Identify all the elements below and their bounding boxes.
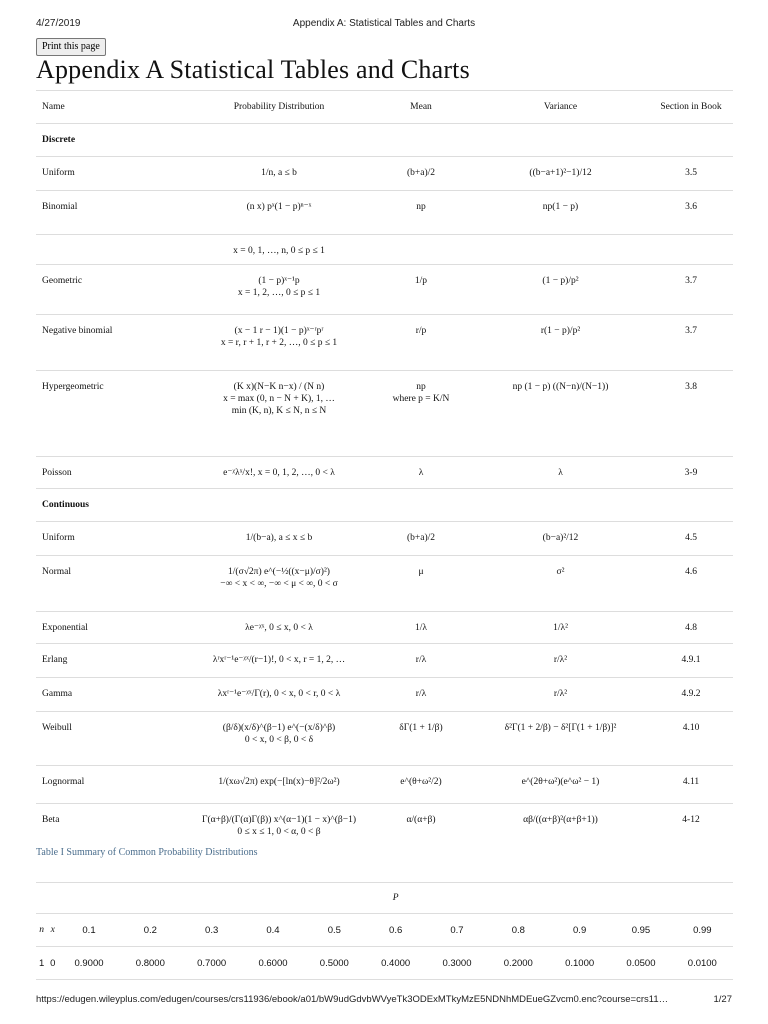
cell-content (655, 712, 727, 734)
cell-name (36, 678, 188, 712)
p-value-header: 0.1 (58, 914, 119, 947)
cell-text-var: 1/λ² (553, 623, 568, 633)
cell-sec (649, 522, 733, 556)
group-label-discrete: Discrete (36, 124, 733, 157)
distribution-row (36, 371, 733, 457)
cell-text-mean: 1/λ (415, 623, 427, 633)
cell-sec (649, 371, 733, 457)
cell-text-var: ((b−a+1)²−1)/12 (529, 168, 592, 178)
cell-text-mean: λ (418, 468, 424, 478)
p-label: P (58, 883, 733, 914)
cell-content (194, 712, 364, 746)
cell-mean (370, 766, 472, 804)
probability-cell: 0.4000 (365, 947, 426, 980)
probability-cell: 0.0100 (672, 947, 733, 980)
cell-prob (188, 157, 370, 191)
cell-content (376, 556, 466, 578)
cell-mean (370, 315, 472, 371)
cell-text-var: np (1 − p) ((N−n)/(N−1)) (512, 382, 609, 392)
distribution-row (36, 556, 733, 612)
cell-text-prob2: 0 ≤ x ≤ 1, 0 < α, 0 < β (237, 827, 321, 837)
cell-content (42, 612, 182, 634)
cell-text-prob: λe⁻ᵡˣ, 0 ≤ x, 0 < λ (245, 623, 313, 633)
cell-prob (188, 191, 370, 235)
table-bottom-rule (36, 980, 733, 991)
cell-content (655, 457, 727, 479)
cell-sec (649, 766, 733, 804)
cell-sec (649, 191, 733, 235)
cell-content (194, 315, 364, 349)
cell-text-sec: 3-9 (684, 468, 698, 478)
cell-content (655, 235, 727, 245)
cell-content (376, 315, 466, 337)
group-row-discrete (36, 124, 733, 157)
spacer (36, 883, 58, 914)
cell-text-sec: 3.7 (685, 326, 697, 336)
distribution-row (36, 612, 733, 644)
cell-name (36, 457, 188, 489)
cell-content (478, 265, 643, 287)
cell-prob (188, 678, 370, 712)
cell-text-name: Hypergeometric (42, 382, 104, 392)
group-row-continuous (36, 489, 733, 522)
cell-text-name: Erlang (42, 655, 68, 665)
cell-content (376, 612, 466, 634)
cell-content (376, 371, 466, 405)
cell-text-mean: np (416, 382, 426, 392)
cell-text-mean: μ (418, 567, 424, 577)
cell-text-mean: δΓ(1 + 1/β) (399, 723, 443, 733)
header-x_label: x (47, 914, 58, 947)
probability-cell: 0.5000 (304, 947, 365, 980)
cell-text-var: (1 − p)/p² (542, 276, 579, 286)
cell-mean (370, 644, 472, 678)
cell-mean (370, 556, 472, 612)
distribution-row (36, 457, 733, 489)
p-value-header: 0.7 (426, 914, 487, 947)
cell-content (42, 457, 182, 479)
cell-text-prob2: x = 1, 2, …, 0 ≤ p ≤ 1 (237, 288, 321, 298)
cell-text-sec: 4.6 (685, 567, 697, 577)
cell-text-sec: 4.9.2 (681, 689, 701, 699)
cell-text-mean: (b+a)/2 (406, 168, 436, 178)
col-header-section: Section in Book (649, 91, 733, 124)
cell-text-prob: λʳxʳ⁻¹e⁻ᵡˣ/(r−1)!, 0 < x, r = 1, 2, … (212, 655, 346, 665)
p-value-header: 0.4 (242, 914, 303, 947)
cell-text-var: r/λ² (553, 655, 568, 665)
cell-mean (370, 804, 472, 848)
cell-text-name: Lognormal (42, 777, 85, 787)
cell-prob (188, 712, 370, 766)
distribution-row (36, 712, 733, 766)
cell-text-mean: r/λ (415, 655, 427, 665)
page-number: 1/27 (713, 994, 732, 1005)
cell-text-name: Binomial (42, 202, 78, 212)
cell-name (36, 556, 188, 612)
cell-text-prob: x = 0, 1, …, n, 0 ≤ p ≤ 1 (233, 246, 325, 256)
cell-var (472, 457, 649, 489)
cell-content (655, 371, 727, 393)
cell-text-var: δ²Γ(1 + 2/β) − δ²[Γ(1 + 1/β)]² (504, 723, 617, 733)
cell-name (36, 191, 188, 235)
cell-name (36, 371, 188, 457)
cell-sec (649, 265, 733, 315)
cell-text-name: Gamma (42, 689, 73, 699)
cell-var (472, 235, 649, 265)
cell-text-mean: e^(θ+ω²/2) (400, 777, 442, 787)
cell-text-var: σ² (556, 567, 565, 577)
cell-content (42, 804, 182, 826)
cell-prob (188, 235, 370, 265)
cell-sec (649, 556, 733, 612)
cell-text-name: Uniform (42, 533, 75, 543)
col-header-variance: Variance (472, 91, 649, 124)
distribution-row (36, 522, 733, 556)
cell-sec (649, 612, 733, 644)
cell-sec (649, 678, 733, 712)
cell-content (194, 804, 364, 838)
cell-text-sec: 4-12 (682, 815, 700, 825)
p-value-header: 0.9 (549, 914, 610, 947)
p-value-header: 0.8 (488, 914, 549, 947)
cell-name (36, 766, 188, 804)
cell-content (42, 157, 182, 179)
cell-text-prob: 1/n, a ≤ b (261, 168, 297, 178)
cell-content (194, 265, 364, 299)
table-header-row (36, 91, 733, 124)
distribution-row (36, 235, 733, 265)
cell-content (655, 191, 727, 213)
cell-content (478, 712, 643, 734)
cell-content (478, 157, 643, 179)
cell-content (42, 265, 182, 287)
cell-prob (188, 522, 370, 556)
cell-text-prob: (K x)(N−K n−x) / (N n) (233, 382, 325, 392)
cell-content (376, 766, 466, 788)
cell-text-prob2: x = max (0, n − N + K), 1, … (223, 394, 335, 404)
cell-name (36, 612, 188, 644)
cell-content (42, 556, 182, 578)
cell-content (42, 191, 182, 213)
cell-text-mean: α/(α+β) (406, 815, 436, 825)
probability-cell: 0.7000 (181, 947, 242, 980)
p-value-header: 0.3 (181, 914, 242, 947)
cell-content (655, 315, 727, 337)
cell-text-prob2: 0 < x, 0 < β, 0 < δ (244, 735, 314, 745)
probability-cell: 0.3000 (426, 947, 487, 980)
cell-content (478, 556, 643, 578)
table-row (36, 947, 733, 980)
cell-mean (370, 191, 472, 235)
cell-mean (370, 712, 472, 766)
cell-text-name: Poisson (42, 468, 72, 478)
distribution-row (36, 644, 733, 678)
cell-content (194, 612, 364, 634)
cell-name (36, 712, 188, 766)
cell-text-mean: 1/p (414, 276, 428, 286)
cell-content (655, 644, 727, 666)
cell-name (36, 157, 188, 191)
cell-prob (188, 612, 370, 644)
cell-content (376, 678, 466, 700)
cell-text-prob: (n x) pˣ(1 − p)ⁿ⁻ˣ (246, 202, 312, 212)
cell-content (655, 157, 727, 179)
cell-name (36, 804, 188, 848)
cell-content (478, 644, 643, 666)
cell-text-prob: 1/(b−a), a ≤ x ≤ b (245, 533, 313, 543)
cell-content (376, 235, 466, 245)
cell-var (472, 556, 649, 612)
cell-prob (188, 371, 370, 457)
cell-content (376, 191, 466, 213)
cell-var (472, 678, 649, 712)
cell-content (194, 678, 364, 700)
cell-content (42, 371, 182, 393)
cell-sec (649, 804, 733, 848)
cell-sec (649, 712, 733, 766)
cell-var (472, 315, 649, 371)
cell-var (472, 522, 649, 556)
cumulative-binomial-table (36, 882, 733, 990)
cell-prob (188, 265, 370, 315)
cell-name (36, 644, 188, 678)
cell-mean (370, 522, 472, 556)
cell-text-prob: 1/(xω√2π) exp(−[ln(x)−θ]²/2ω²) (218, 777, 340, 787)
distribution-row (36, 804, 733, 848)
cell-text-name: Geometric (42, 276, 83, 286)
cell-text-sec: 4.10 (682, 723, 700, 733)
p-value-header: 0.99 (672, 914, 733, 947)
cell-sec (649, 157, 733, 191)
cell-content (478, 612, 643, 634)
cell-var (472, 371, 649, 457)
cell-mean (370, 265, 472, 315)
cell-var (472, 157, 649, 191)
cell-content (194, 644, 364, 666)
cell-content (42, 644, 182, 666)
cell-content (194, 522, 364, 544)
cell-text-prob2: −∞ < x < ∞, −∞ < μ < ∞, 0 < σ (220, 579, 338, 589)
cell-var (472, 265, 649, 315)
p-label-row (36, 883, 733, 914)
cell-content (478, 315, 643, 337)
col-header-probability: Probability Distribution (188, 91, 370, 124)
cell-prob (188, 804, 370, 848)
cell-content (655, 612, 727, 634)
cell-text-mean: (b+a)/2 (406, 533, 436, 543)
cell-text-name: Beta (42, 815, 60, 825)
cell-content (194, 191, 364, 213)
cell-content (42, 678, 182, 700)
cell-sec (649, 235, 733, 265)
distribution-summary-table (36, 90, 733, 848)
rule-cell (36, 980, 733, 991)
probability-cell: 0.6000 (242, 947, 303, 980)
cell-content (194, 766, 364, 788)
probability-cell: 0.1000 (549, 947, 610, 980)
col-header-mean: Mean (370, 91, 472, 124)
cell-content (376, 644, 466, 666)
cell-text-var: αβ/((α+β)²(α+β+1)) (523, 815, 598, 825)
cell-text-prob: (1 − p)ˣ⁻¹p (258, 276, 300, 286)
distribution-row (36, 191, 733, 235)
cell-content (655, 766, 727, 788)
cell-text-var: r(1 − p)/p² (540, 326, 581, 336)
cell-x: 0 (47, 947, 58, 980)
cell-name (36, 522, 188, 556)
cell-mean (370, 157, 472, 191)
cell-content (376, 804, 466, 826)
cell-text-sec: 4.8 (685, 623, 697, 633)
cell-content (655, 265, 727, 287)
cell-text-prob: λxʳ⁻¹e⁻ᵡˣ/Γ(r), 0 < x, 0 < r, 0 < λ (217, 689, 341, 699)
cell-n: 1 (36, 947, 47, 980)
cell-content (42, 235, 182, 245)
cell-text-prob3: min (K, n), K ≤ N, n ≤ N (231, 406, 327, 416)
cell-content (194, 157, 364, 179)
cell-text-mean: r/λ (415, 689, 427, 699)
cell-name (36, 265, 188, 315)
cell-text-prob: (β/δ)(x/δ)^(β−1) e^(−(x/δ)^β) (222, 723, 336, 733)
print-page-button[interactable]: Print this page (36, 38, 106, 56)
cell-content (42, 522, 182, 544)
cell-var (472, 712, 649, 766)
cell-content (655, 522, 727, 544)
distribution-row (36, 265, 733, 315)
probability-cell: 0.0500 (610, 947, 671, 980)
cell-prob (188, 644, 370, 678)
cell-content (655, 678, 727, 700)
cell-content (655, 556, 727, 578)
cell-mean (370, 612, 472, 644)
cell-text-mean: r/p (415, 326, 427, 336)
cell-content (376, 457, 466, 479)
cell-content (376, 265, 466, 287)
cell-var (472, 191, 649, 235)
cell-text-prob: e⁻ᵡλˣ/x!, x = 0, 1, 2, …, 0 < λ (223, 468, 335, 478)
cell-text-name: Negative binomial (42, 326, 113, 336)
cell-var (472, 612, 649, 644)
cell-content (194, 556, 364, 590)
cell-text-sec: 4.5 (685, 533, 697, 543)
cell-var (472, 644, 649, 678)
cell-content (376, 522, 466, 544)
cell-text-prob2: x = r, r + 1, r + 2, …, 0 ≤ p ≤ 1 (220, 338, 338, 348)
cell-content (376, 712, 466, 734)
cell-sec (649, 315, 733, 371)
cell-text-mean: np (416, 202, 426, 212)
cell-sec (649, 644, 733, 678)
cell-content (42, 712, 182, 734)
header-n_label: n (36, 914, 47, 947)
cell-text-name: Exponential (42, 623, 88, 633)
cell-text-sec: 3.8 (685, 382, 697, 392)
cell-text-name: Uniform (42, 168, 75, 178)
table-caption: Table I Summary of Common Probability Distributions (36, 847, 258, 858)
print-header-title: Appendix A: Statistical Tables and Charts (292, 18, 476, 29)
cell-var (472, 766, 649, 804)
distribution-row (36, 766, 733, 804)
cell-text-prob: (x − 1 r − 1)(1 − p)ˣ⁻ʳpʳ (234, 326, 324, 336)
cell-content (42, 315, 182, 337)
col-header-name: Name (36, 91, 188, 124)
cell-text-sec: 3.6 (685, 202, 697, 212)
cell-text-var: np(1 − p) (542, 202, 579, 212)
cell-text-prob: 1/(σ√2π) e^(−½((x−μ)/σ)²) (228, 567, 330, 577)
cell-text-sec: 3.7 (685, 276, 697, 286)
cell-prob (188, 457, 370, 489)
cell-text-sec: 4.11 (682, 777, 700, 787)
cell-prob (188, 766, 370, 804)
cell-content (478, 804, 643, 826)
cell-text-var: e^(2θ+ω²)(e^ω² − 1) (521, 777, 600, 787)
cell-prob (188, 315, 370, 371)
cell-var (472, 804, 649, 848)
cell-mean (370, 235, 472, 265)
cell-prob (188, 556, 370, 612)
cell-text-sec: 3.5 (685, 168, 697, 178)
p-value-header: 0.6 (365, 914, 426, 947)
cell-content (478, 235, 643, 245)
cell-content (478, 371, 643, 393)
cell-mean (370, 457, 472, 489)
cell-mean (370, 678, 472, 712)
cell-content (478, 457, 643, 479)
cell-text-var: λ (558, 468, 563, 478)
cell-content (478, 766, 643, 788)
page-title: Appendix A Statistical Tables and Charts (36, 55, 470, 84)
cell-name (36, 315, 188, 371)
cell-text-sec: 4.9.1 (681, 655, 701, 665)
p-value-header: 0.2 (120, 914, 181, 947)
cell-content (42, 766, 182, 788)
p-value-header: 0.95 (610, 914, 671, 947)
cell-text-mean2: where p = K/N (392, 394, 450, 404)
cell-sec (649, 457, 733, 489)
distribution-row (36, 678, 733, 712)
group-label-continuous: Continuous (36, 489, 733, 522)
cell-text-prob: Γ(α+β)/(Γ(α)Γ(β)) x^(α−1)(1 − x)^(β−1) (201, 815, 357, 825)
cell-content (478, 522, 643, 544)
cell-content (478, 678, 643, 700)
probability-cell: 0.2000 (488, 947, 549, 980)
p-value-header: 0.5 (304, 914, 365, 947)
cell-content (478, 191, 643, 213)
cell-content (655, 804, 727, 826)
cell-text-var: (b−a)²/12 (542, 533, 579, 543)
cell-text-var: r/λ² (553, 689, 568, 699)
page-url: https://edugen.wileyplus.com/edugen/courses/crs11936/ebook/a01/bW9udGdvbWVyeTk3ODExMTkyMzE5NDNhMDEueGZvcm0.enc?course=crs11… (36, 994, 669, 1005)
p-values-header-row (36, 914, 733, 947)
probability-cell: 0.9000 (58, 947, 119, 980)
cell-text-name: Normal (42, 567, 72, 577)
probability-cell: 0.8000 (120, 947, 181, 980)
cell-mean (370, 371, 472, 457)
distribution-row (36, 157, 733, 191)
distribution-row (36, 315, 733, 371)
cell-content (376, 157, 466, 179)
cell-content (194, 371, 364, 417)
cell-text-name: Weibull (42, 723, 72, 733)
print-date: 4/27/2019 (36, 18, 81, 29)
cell-content (194, 457, 364, 479)
cell-name (36, 235, 188, 265)
cell-content (194, 235, 364, 257)
